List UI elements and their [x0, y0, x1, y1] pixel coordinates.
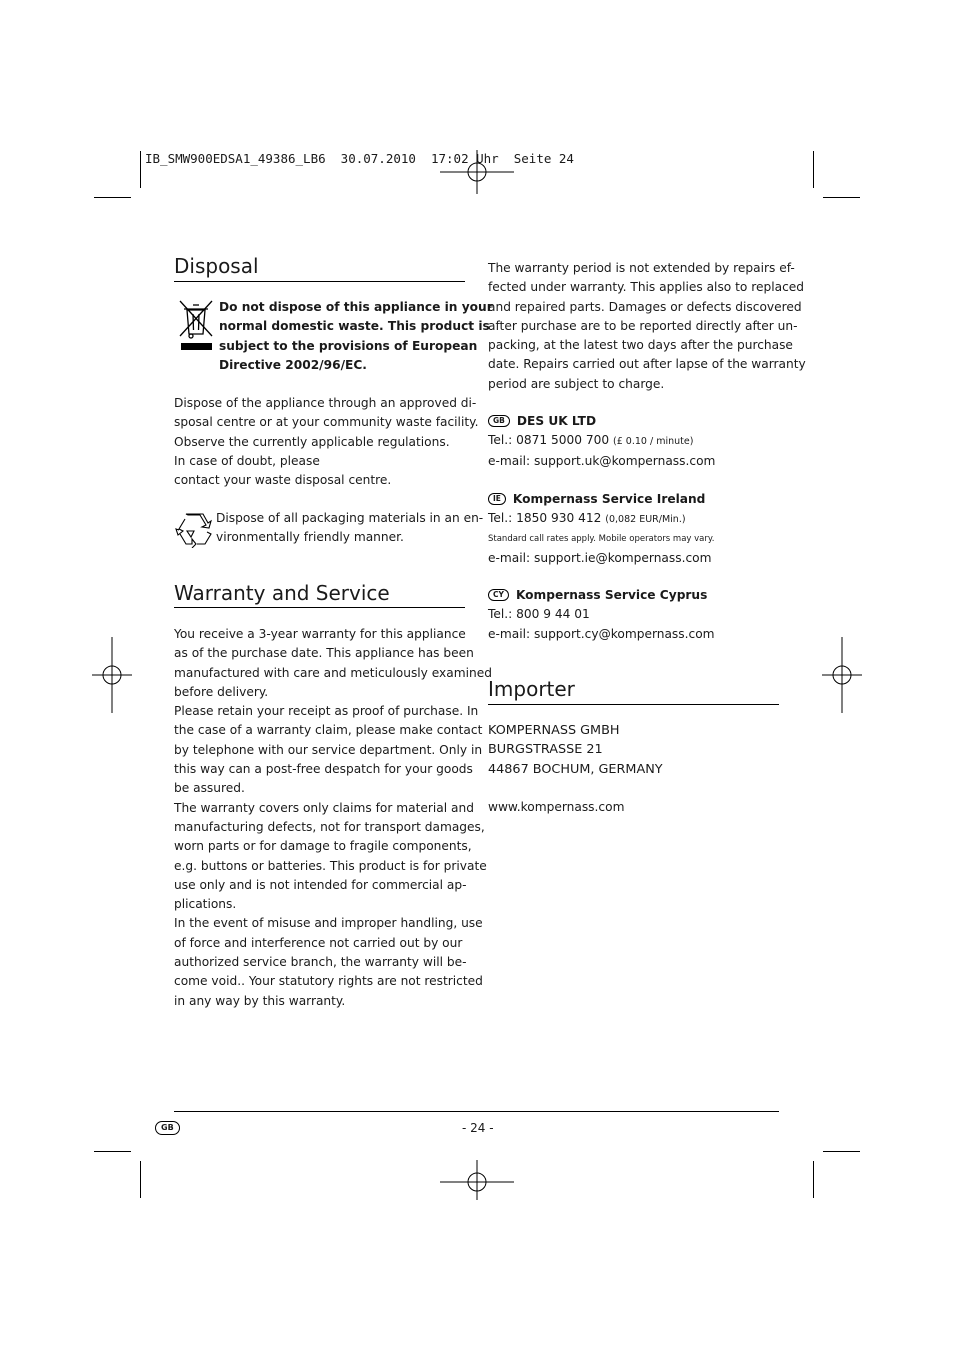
warranty-line: worn parts or for damage to fragile components, — [174, 839, 472, 854]
recycling-icon — [175, 510, 213, 548]
warranty-line: the case of a warranty claim, please make contact — [174, 723, 483, 738]
warranty-line: as of the purchase date. This appliance has been — [174, 646, 474, 661]
print-header: IB_SMW900EDSA1_49386_LB6 30.07.2010 17:02 Uhr Seite 24 — [145, 151, 574, 166]
warranty-line: of force and interference not carried out by our — [174, 935, 463, 950]
service-uk-name: DES UK LTD — [516, 414, 597, 428]
packaging-line: vironmentally friendly manner. — [216, 530, 404, 545]
footer-rule — [174, 1111, 779, 1112]
disposal-title: Disposal — [174, 254, 259, 278]
importer-title: Importer — [488, 677, 575, 701]
warranty-line: The warranty covers only claims for material and — [174, 800, 474, 815]
disposal-body-line: In case of doubt, please — [174, 453, 320, 468]
service-uk-rate: (£ 0.10 / minute) — [613, 436, 694, 448]
warranty-continued-line: after purchase are to be reported directly after un- — [488, 318, 798, 333]
service-ie-rate: (0,082 EUR/Min.) — [605, 514, 686, 526]
disposal-notice-line: Do not dispose of this appliance in your — [219, 300, 493, 314]
service-ie-tel: Tel.: 1850 930 412 — [488, 511, 602, 526]
service-ie-email: e-mail: support.ie@kompernass.com — [488, 550, 712, 565]
disposal-notice-line: Directive 2002/96/EC. — [219, 357, 367, 372]
crossed-out-bin-icon — [178, 300, 214, 352]
service-cy-name: Kompernass Service Cyprus — [515, 588, 708, 602]
warranty-title: Warranty and Service — [174, 581, 390, 605]
importer-address-line: BURGSTRASSE 21 — [488, 742, 603, 758]
warranty-line: Please retain your receipt as proof of purchase. In — [174, 704, 479, 719]
service-cy-tel: Tel.: 800 9 44 01 — [488, 607, 590, 622]
disposal-body-line: Dispose of the appliance through an approved di- — [174, 396, 477, 410]
warranty-line: use only and is not intended for commercial ap- — [174, 877, 467, 892]
warranty-continued-line: fected under warranty. This applies also to replaced — [488, 280, 805, 295]
service-cy — [488, 586, 715, 644]
importer-title-rule — [488, 704, 779, 705]
service-ie-name: Kompernass Service Ireland — [512, 492, 706, 506]
service-ie — [488, 490, 714, 568]
warranty-continued-line: packing, at the latest two days after the purchase — [488, 338, 793, 353]
page-number: - 24 - — [462, 1121, 494, 1135]
warranty-continued-line: date. Repairs carried out after lapse of the warranty — [488, 357, 806, 372]
country-flag-badge: GB — [488, 415, 510, 427]
disposal-body-line: contact your waste disposal centre. — [174, 473, 392, 488]
packaging-line: Dispose of all packaging materials in an en- — [216, 511, 484, 525]
disposal-body-line: sposal centre or at your community waste facility. — [174, 415, 479, 430]
service-uk — [488, 412, 715, 471]
service-uk-email: e-mail: support.uk@kompernass.com — [488, 453, 716, 468]
warranty-line: manufactured with care and meticulously examined — [174, 665, 492, 680]
warranty-line: plications. — [174, 897, 237, 912]
warranty-line: this way can a post-free despatch for your goods — [174, 762, 473, 777]
warranty-line: You receive a 3-year warranty for this appliance — [174, 627, 466, 641]
service-ie-note: Standard call rates apply. Mobile operators may vary. — [488, 533, 715, 544]
importer-website: www.kompernass.com — [488, 800, 625, 814]
warranty-line: in any way by this warranty. — [174, 993, 346, 1008]
importer-address-line: KOMPERNASS GMBH — [488, 723, 620, 738]
warranty-line: In the event of misuse and improper handling, use — [174, 916, 483, 931]
country-flag-badge: CY — [488, 589, 509, 601]
warranty-line: be assured. — [174, 781, 245, 796]
disposal-notice-line: subject to the provisions of European — [219, 338, 478, 353]
warranty-title-rule — [174, 607, 465, 608]
country-flag-badge: IE — [488, 493, 506, 505]
importer-address-line: 44867 BOCHUM, GERMANY — [488, 761, 663, 777]
language-badge: GB — [155, 1121, 180, 1135]
warranty-continued-line: and repaired parts. Damages or defects discovered — [488, 299, 802, 314]
warranty-continued-line: The warranty period is not extended by repairs ef- — [488, 261, 795, 275]
warranty-continued-line: period are subject to charge. — [488, 376, 665, 391]
warranty-line: manufacturing defects, not for transport damages, — [174, 819, 485, 834]
service-cy-email: e-mail: support.cy@kompernass.com — [488, 626, 715, 641]
warranty-line: before delivery. — [174, 684, 269, 699]
disposal-notice-line: normal domestic waste. This product is — [219, 319, 490, 334]
warranty-line: come void.. Your statutory rights are not restricted — [174, 974, 483, 989]
warranty-line: by telephone with our service department. Only in — [174, 742, 483, 757]
warranty-line: authorized service branch, the warranty will be- — [174, 955, 467, 970]
disposal-title-rule — [174, 281, 465, 282]
warranty-line: e.g. buttons or batteries. This product is for private — [174, 858, 487, 873]
service-uk-tel: Tel.: 0871 5000 700 — [488, 433, 610, 448]
disposal-body-line: Observe the currently applicable regulations. — [174, 434, 450, 449]
